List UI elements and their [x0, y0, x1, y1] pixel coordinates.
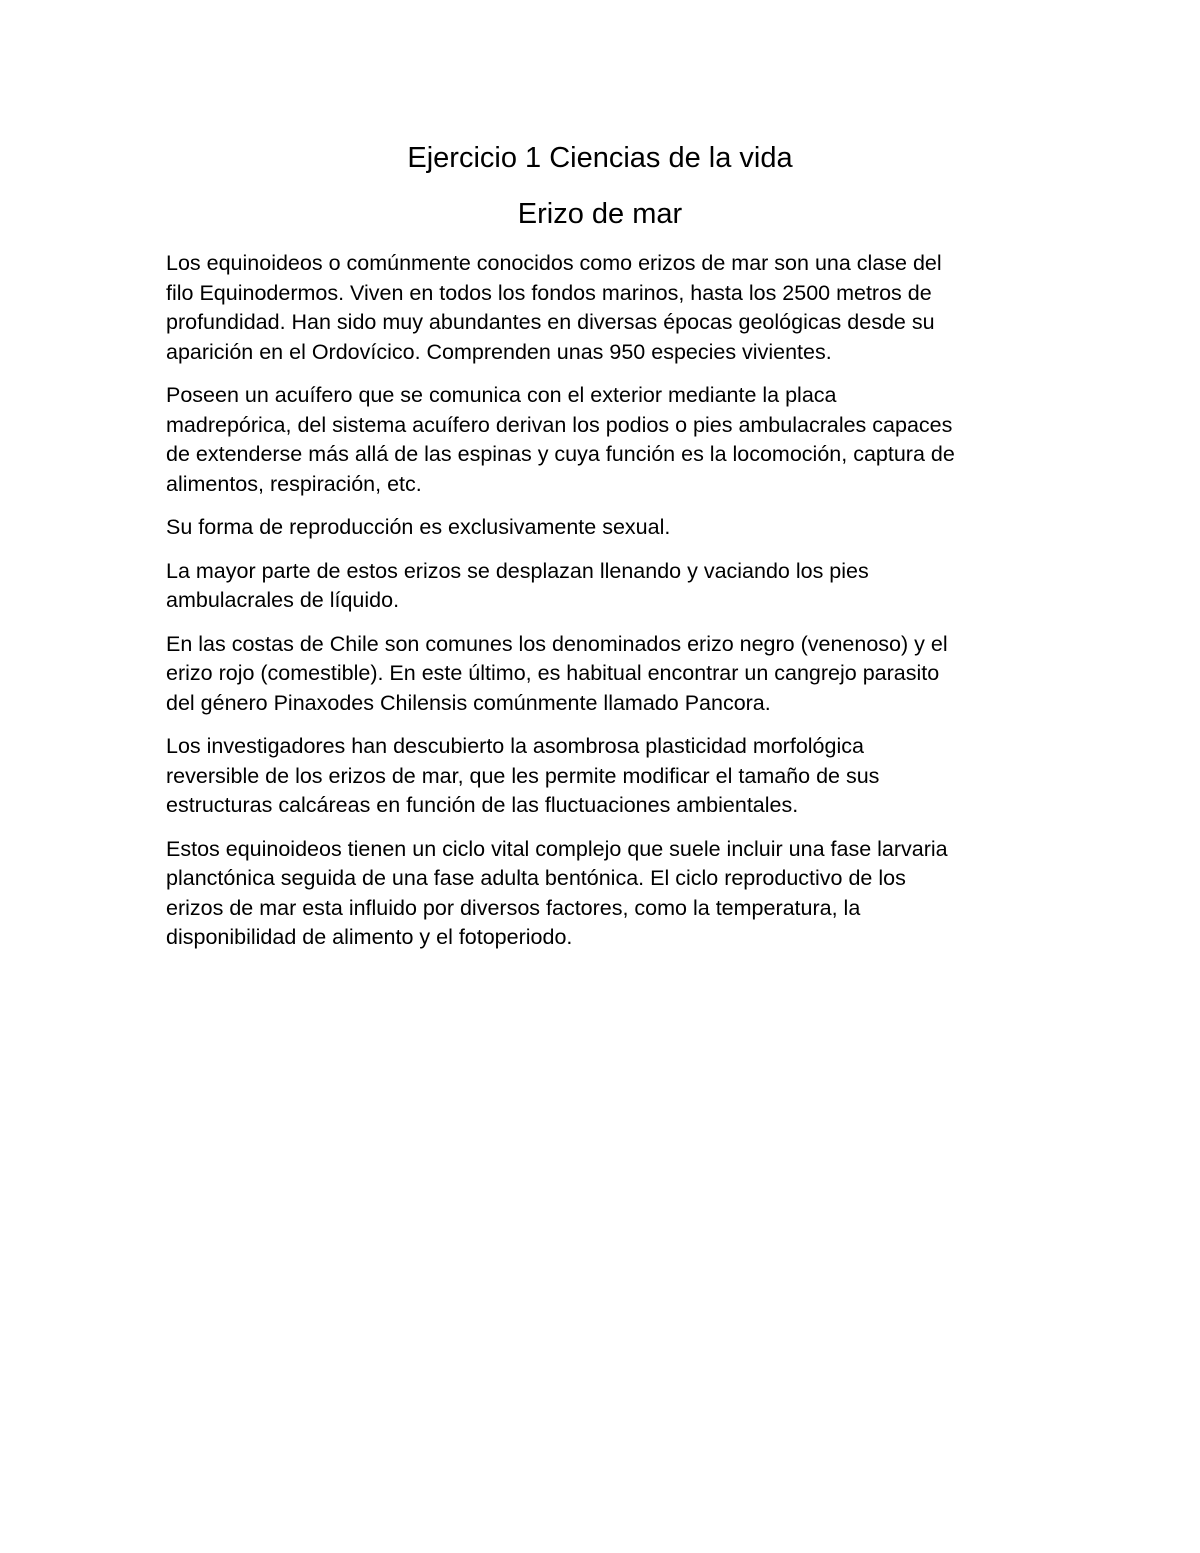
paragraph-line: En las costas de Chile son comunes los denominados erizo negro (venenoso) y el [166, 631, 948, 656]
paragraph-line: reversible de los erizos de mar, que les permite modificar el tamaño de sus [166, 763, 880, 788]
paragraph-line: aparición en el Ordovícico. Comprenden unas 950 especies vivientes. [166, 339, 832, 364]
paragraph-line: Poseen un acuífero que se comunica con el exterior mediante la placa [166, 383, 837, 407]
paragraph-line: La mayor parte de estos erizos se desplazan llenando y vaciando los pies [166, 558, 869, 583]
paragraph-7 [166, 835, 1046, 953]
paragraph-4 [166, 557, 1046, 616]
paragraph-line: erizo rojo (comestible). En este último, es habitual encontrar un cangrejo parasito [166, 661, 940, 685]
paragraph-line: de extenderse más allá de las espinas y cuya función es la locomoción, captura de [166, 442, 955, 466]
paragraph-6 [166, 732, 1046, 821]
paragraph-line: profundidad. Han sido muy abundantes en diversas épocas geológicas desde su [166, 310, 935, 334]
paragraph-line: Los equinoideos o comúnmente conocidos como erizos de mar son una clase del [166, 251, 942, 275]
paragraph-line: alimentos, respiración, etc. [166, 471, 422, 496]
document-title: Ejercicio 1 Ciencias de la vida [407, 142, 793, 174]
paragraph-line: del género Pinaxodes Chilensis comúnmente llamado Pancora. [166, 690, 771, 715]
paragraph-line: madrepórica, del sistema acuífero derivan los podios o pies ambulacrales capaces [166, 412, 953, 437]
paragraph-line: disponibilidad de alimento y el fotoperiodo. [166, 925, 573, 949]
paragraph-line: Su forma de reproducción es exclusivamente sexual. [166, 515, 671, 539]
paragraph-2 [166, 381, 1046, 499]
paragraph-line: filo Equinodermos. Viven en todos los fondos marinos, hasta los 2500 metros de [166, 280, 932, 305]
paragraph-line: Estos equinoideos tienen un ciclo vital complejo que suele incluir una fase larvaria [166, 836, 948, 861]
paragraph-line: planctónica seguida de una fase adulta bentónica. El ciclo reproductivo de los [166, 866, 906, 890]
paragraph-1 [166, 249, 1046, 367]
document-body [166, 249, 1046, 967]
paragraph-3 [166, 513, 1046, 543]
paragraph-line: estructuras calcáreas en función de las fluctuaciones ambientales. [166, 793, 799, 817]
paragraph-5 [166, 630, 1046, 719]
document-subtitle: Erizo de mar [517, 198, 683, 230]
paragraph-line: ambulacrales de líquido. [166, 588, 400, 612]
paragraph-line: erizos de mar esta influido por diversos factores, como la temperatura, la [166, 895, 861, 920]
paragraph-line: Los investigadores han descubierto la asombrosa plasticidad morfológica [166, 734, 864, 758]
